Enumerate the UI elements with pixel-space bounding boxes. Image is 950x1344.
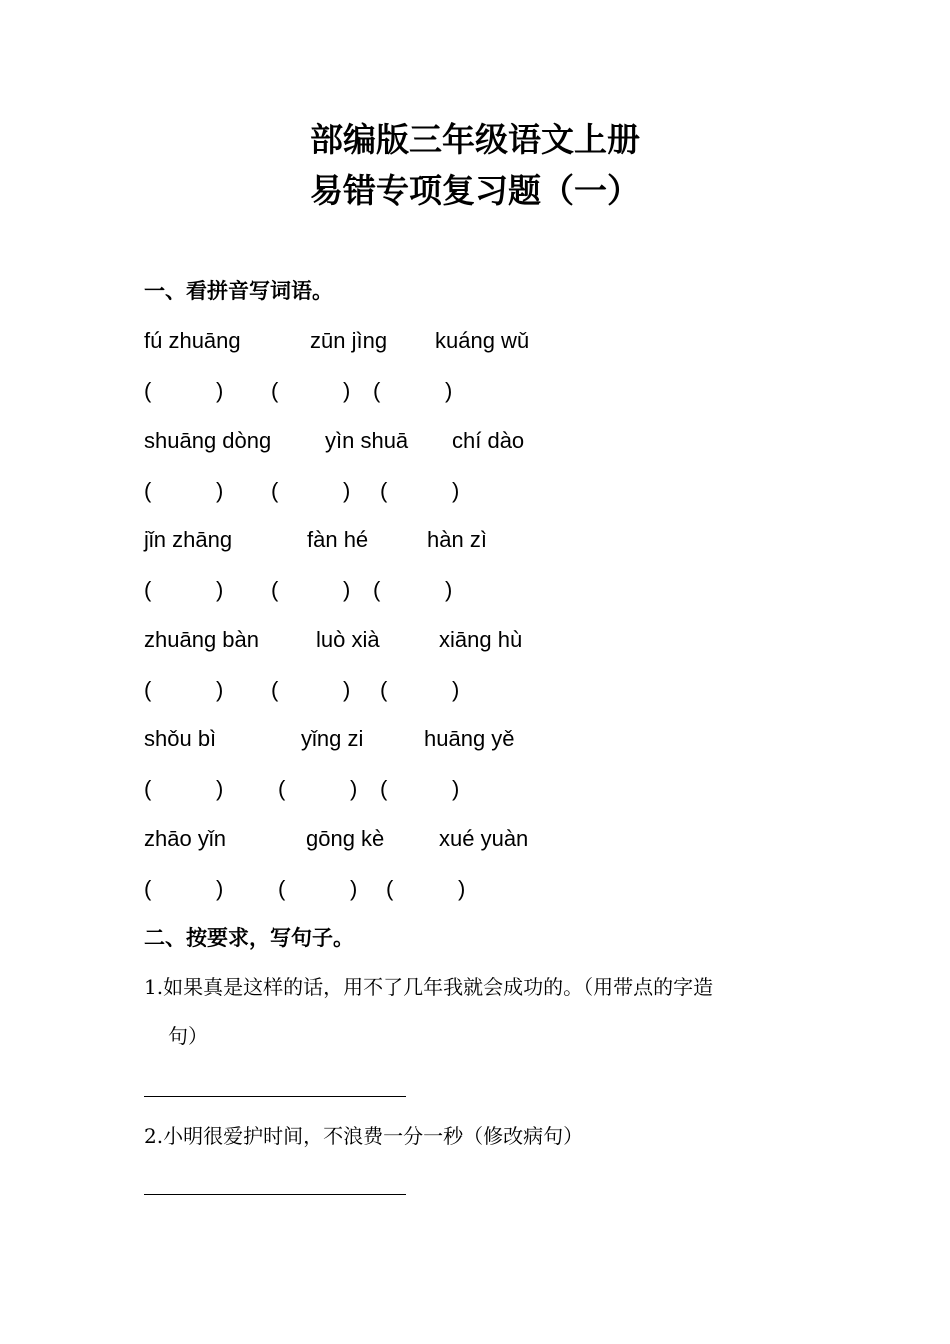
answer-paren-open: ( [278,776,286,801]
pinyin-item: chí dào [452,428,525,453]
answer-line[interactable] [144,1194,406,1195]
answer-paren-close: ) [343,677,351,702]
pinyin-item: zhuāng bàn [144,627,259,652]
question-1-text-continued: 句） [168,1024,208,1048]
answer-paren-close: ) [452,677,460,702]
answer-paren-close: ) [452,478,460,503]
pinyin-item: gōng kè [306,826,385,851]
answer-paren-close: ) [343,478,351,503]
answer-paren-open: ( [144,378,152,403]
question-2-text: 2.小明很爱护时间，不浪费一分一秒（修改病句） [144,1124,584,1148]
answer-paren-open: ( [380,776,388,801]
answer-paren-open: ( [380,677,388,702]
answer-paren-close: ) [452,776,460,801]
answer-paren-close: ) [350,776,358,801]
answer-paren-close: ) [343,577,351,602]
section-2-heading: 二、按要求，写句子。 [144,925,354,950]
answer-paren-open: ( [271,577,279,602]
page-title-line-2: 易错专项复习题（一） [310,171,640,210]
answer-paren-close: ) [458,876,466,901]
pinyin-item: hàn zì [427,527,487,552]
pinyin-item: fú zhuāng [144,328,241,353]
answer-paren-open: ( [271,378,279,403]
answer-paren-open: ( [271,677,279,702]
pinyin-item: xiāng hù [439,627,523,652]
answer-paren-open: ( [271,478,279,503]
pinyin-item: huāng yě [424,726,515,751]
answer-paren-close: ) [216,378,224,403]
pinyin-item: fàn hé [307,527,369,552]
answer-line[interactable] [144,1096,406,1097]
pinyin-item: kuáng wǔ [435,328,530,353]
pinyin-item: shuāng dòng [144,428,272,453]
answer-paren-open: ( [278,876,286,901]
pinyin-item: xué yuàn [439,826,529,851]
answer-paren-close: ) [343,378,351,403]
pinyin-item: luò xià [316,627,380,652]
answer-paren-close: ) [216,776,224,801]
pinyin-item: jǐn zhāng [144,527,233,552]
pinyin-item: zūn jìng [310,328,388,353]
answer-paren-open: ( [386,876,394,901]
answer-paren-open: ( [144,478,152,503]
answer-paren-open: ( [144,776,152,801]
answer-paren-open: ( [380,478,388,503]
answer-paren-open: ( [144,677,152,702]
pinyin-item: shǒu bì [144,726,217,751]
answer-paren-open: ( [373,378,381,403]
pinyin-item: zhāo yǐn [144,826,226,851]
pinyin-item: yǐng zi [301,726,364,751]
answer-paren-close: ) [216,478,224,503]
answer-paren-open: ( [144,577,152,602]
question-1-text: 1.如果真是这样的话，用不了几年我就会成功的。（用带点的字造 [144,975,714,999]
answer-paren-close: ) [216,577,224,602]
page-title-line-1: 部编版三年级语文上册 [310,120,640,159]
answer-paren-close: ) [445,378,453,403]
pinyin-item: yìn shuā [325,428,409,453]
answer-paren-close: ) [216,677,224,702]
answer-paren-close: ) [216,876,224,901]
section-1-heading: 一、看拼音写词语。 [144,278,333,303]
answer-paren-open: ( [373,577,381,602]
answer-paren-close: ) [350,876,358,901]
answer-paren-open: ( [144,876,152,901]
answer-paren-close: ) [445,577,453,602]
